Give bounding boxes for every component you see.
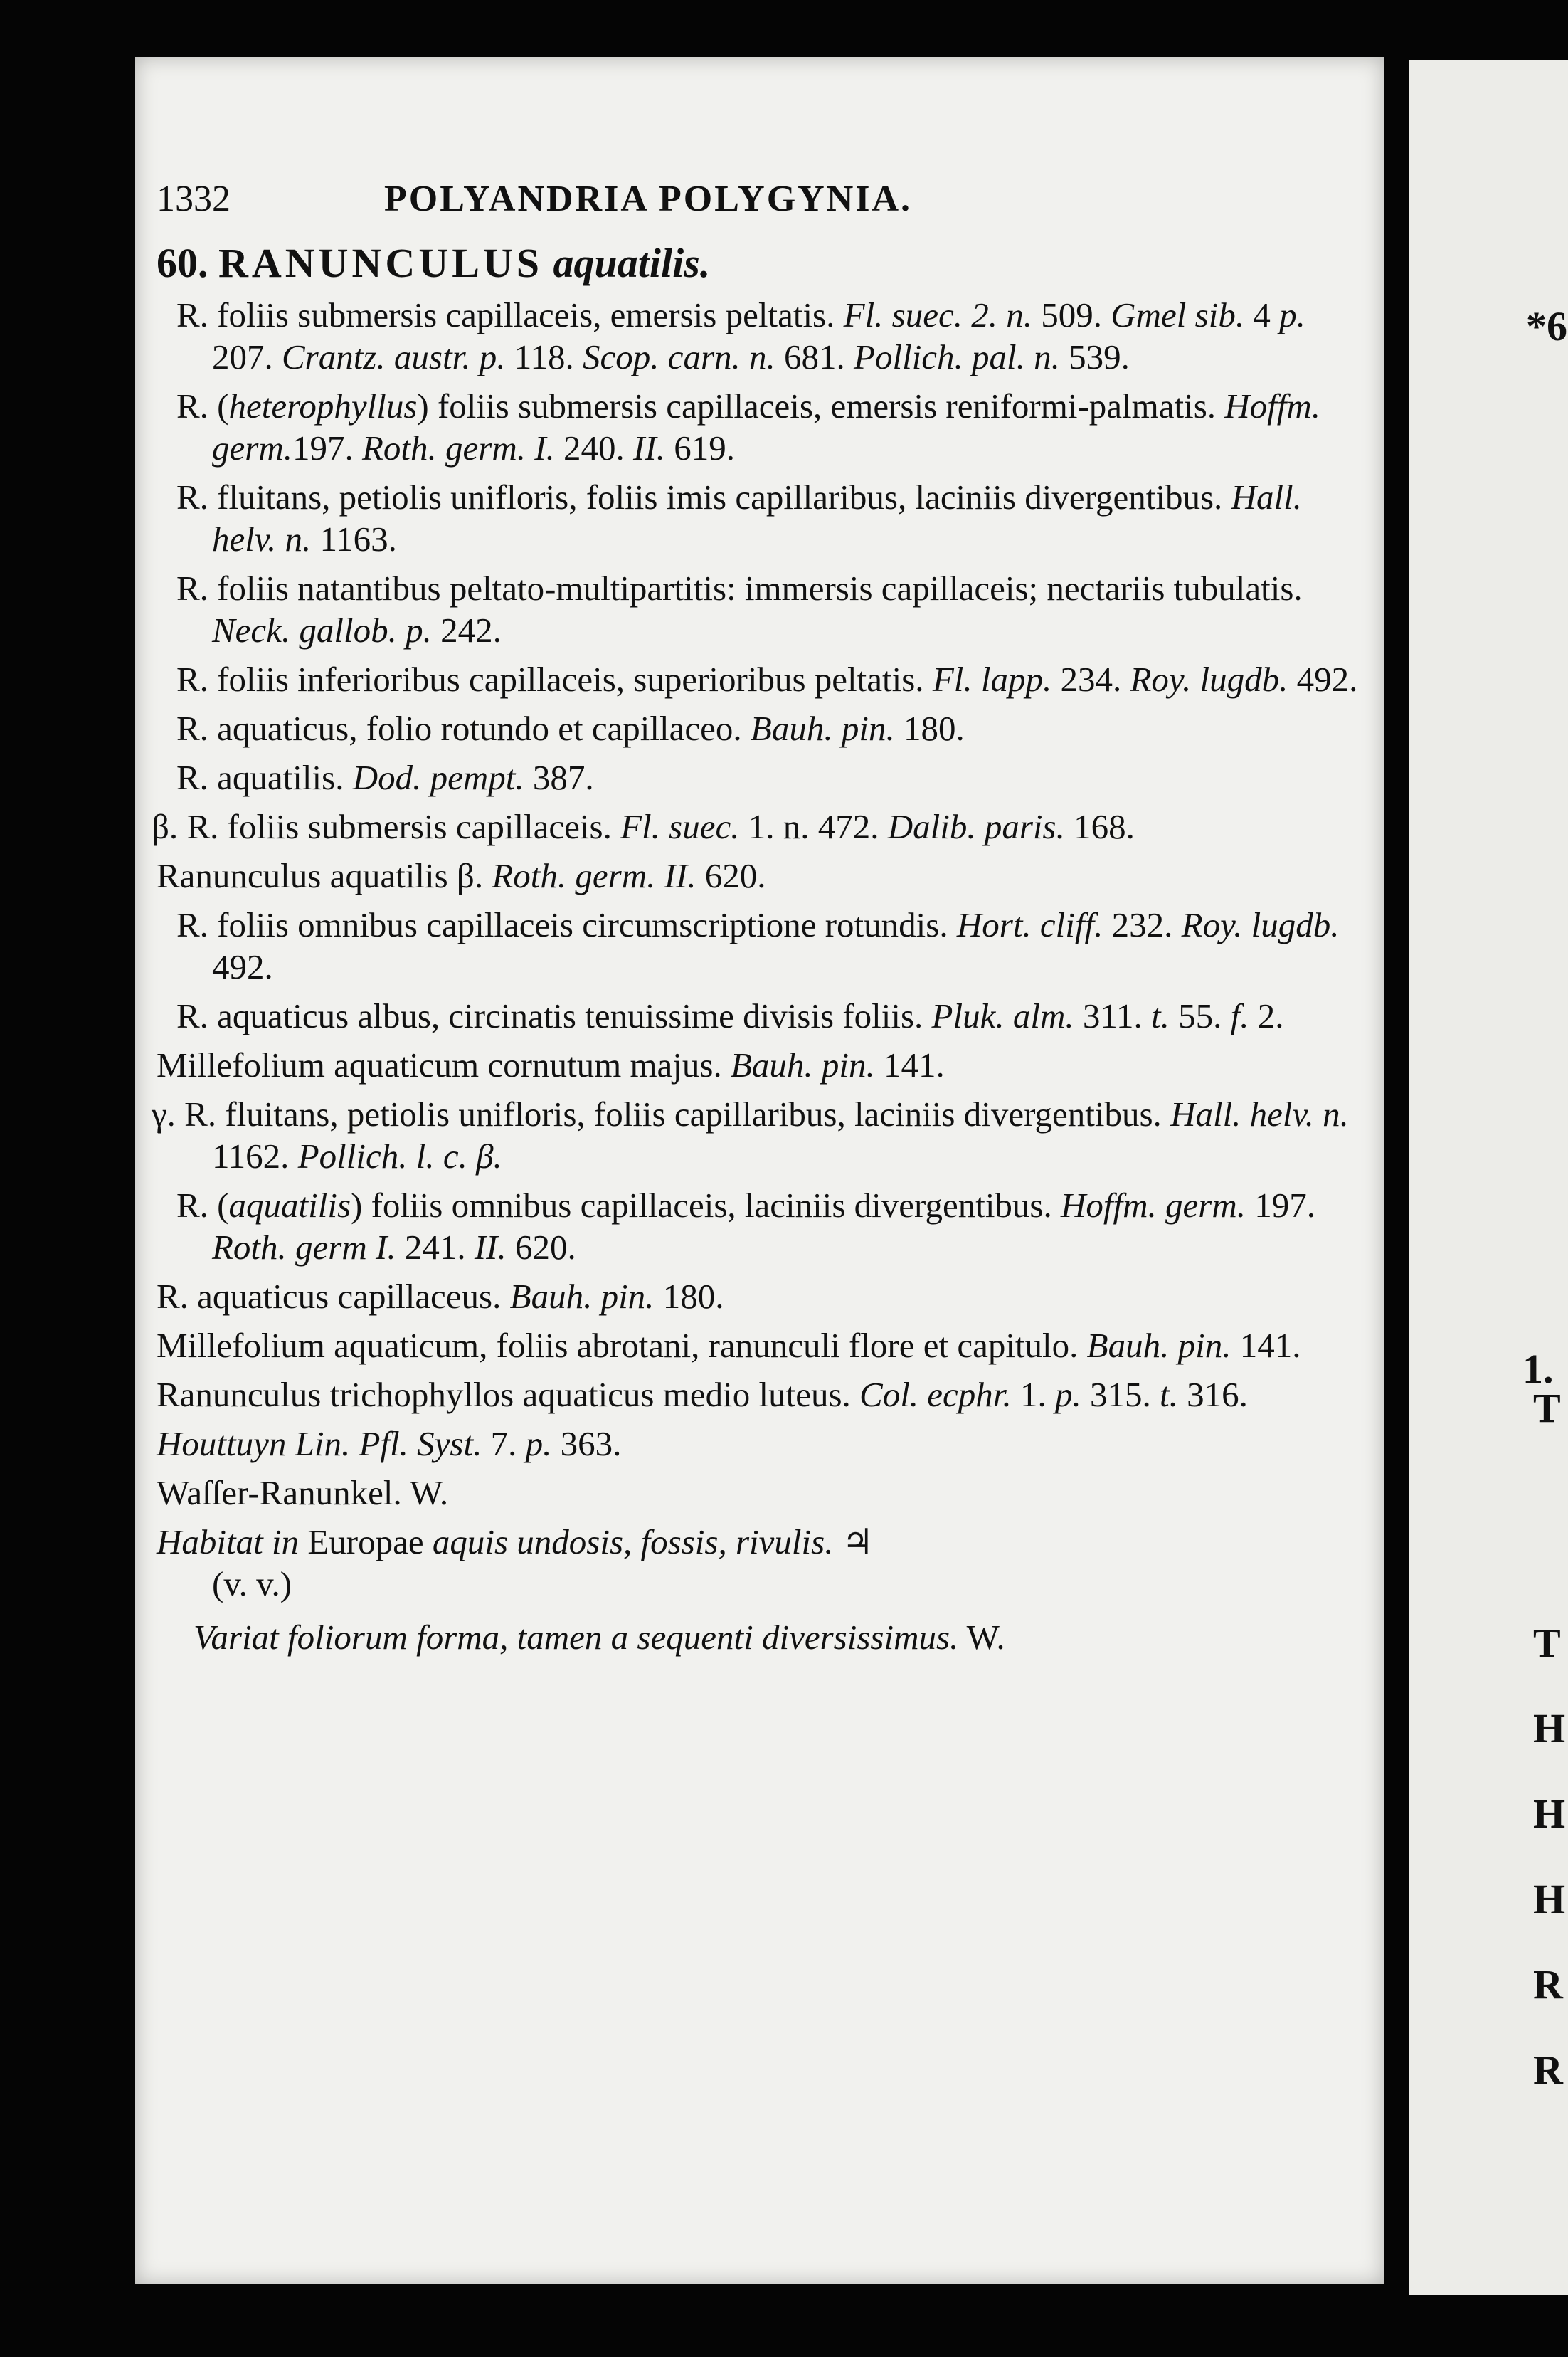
synonym-entry: R. aquaticus, folio rotundo et capillaceo. Bauh. pin. 180. (176, 709, 965, 748)
synonym-entry: R. fluitans, petiolis unifloris, foliis imis capillaribus, laciniis divergentibus. Hall. helv. n. 1163. (176, 478, 1302, 559)
adjacent-page-fragment: R (1533, 1961, 1563, 2008)
adjacent-page-fragment: H (1533, 1705, 1566, 1751)
genus-heading (157, 242, 1366, 284)
perennial-symbol-icon: ♃ (842, 1522, 874, 1561)
synonym-entry: R. (heterophyllus) foliis submersis capillaceis, emersis reniformi-palmatis. Hoffm. germ.197. Roth. germ. I. 240. II. 619. (176, 386, 1321, 468)
adjacent-page-fragment: T (1533, 1385, 1561, 1431)
synonym-entry: R. foliis submersis capillaceis, emersis peltatis. Fl. suec. 2. n. 509. Gmel sib. 4 p. 207. Crantz. austr. p. 118. Scop. carn. n. 681. Pollich. pal. n. 539. (176, 295, 1305, 376)
adjacent-page-fragment: R (1533, 2047, 1563, 2093)
adjacent-page-fragment: *6 (1526, 303, 1567, 349)
adjacent-page-fragment: T (1533, 1620, 1561, 1666)
adjacent-page-fragment: H (1533, 1791, 1566, 1837)
page-header (157, 178, 1238, 235)
genus-name: RANUNCULUS (218, 240, 544, 286)
book-page (135, 57, 1384, 2284)
synonym-entry: R. aquaticus capillaceus. Bauh. pin. 180. (157, 1277, 724, 1316)
variety-marker: β. (152, 807, 179, 846)
vernacular-name: Waſſer-Ranunkel. W. (157, 1473, 449, 1512)
page-body (152, 240, 1366, 1665)
synonym-entry: R. aquaticus albus, circinatis tenuissime divisis foliis. Pluk. alm. 311. t. 55. f. 2. (176, 996, 1284, 1035)
species-name: aquatilis. (553, 240, 711, 286)
adjacent-page-edge (1409, 60, 1568, 2295)
synonym-entry: Millefolium aquaticum cornutum majus. Bauh. pin. 141. (157, 1045, 945, 1085)
synonym-entry: R. foliis omnibus capillaceis circumscriptione rotundis. Hort. cliff. 232. Roy. lugdb. 492. (176, 905, 1340, 986)
synonym-entry: Ranunculus trichophyllos aquaticus medio luteus. Col. ecphr. 1. p. 315. t. 316. (157, 1375, 1248, 1414)
synonym-entry: Houttuyn Lin. Pfl. Syst. 7. p. 363. (157, 1424, 622, 1463)
variety-marker: γ. (152, 1095, 176, 1134)
adjacent-page-fragment: H (1533, 1876, 1566, 1922)
synonym-entry: Ranunculus aquatilis β. Roth. germ. II. 620. (157, 856, 766, 895)
synonym-entry: Millefolium aquaticum, foliis abrotani, ranunculi flore et capitulo. Bauh. pin. 141. (157, 1326, 1301, 1365)
page-number: 1332 (157, 179, 231, 219)
genus-number: 60. (157, 240, 208, 286)
adjacent-page-fragment: 1. (1522, 1346, 1554, 1392)
synonym-entry: R. foliis natantibus peltato-multipartitis: immersis capillaceis; nectariis tubulatis. Neck. gallob. p. 242. (176, 569, 1303, 650)
synonym-entry: R. foliis inferioribus capillaceis, superioribus peltatis. Fl. lapp. 234. Roy. lugdb. 492. (176, 660, 1358, 699)
variation-note: Variat foliorum forma, tamen a sequenti diversissimus. W. (194, 1618, 1005, 1657)
synonym-entry: R. (aquatilis) foliis omnibus capillaceis, laciniis divergentibus. Hoffm. germ. 197. Roth. germ I. 241. II. 620. (176, 1186, 1315, 1267)
variety-entry: β. R. foliis submersis capillaceis. Fl. suec. 1. n. 472. Dalib. paris. 168. (152, 807, 1135, 846)
running-title: POLYANDRIA POLYGYNIA. (384, 179, 913, 219)
habitat: Habitat in Europae aquis undosis, fossis, rivulis. ♃ (v. v.) (157, 1522, 874, 1603)
variety-entry: γ. R. fluitans, petiolis unifloris, foliis capillaribus, laciniis divergentibus. Hall. helv. n. 1162. Pollich. l. c. β. (152, 1095, 1349, 1176)
synonym-entry: R. aquatilis. Dod. pempt. 387. (176, 758, 594, 797)
